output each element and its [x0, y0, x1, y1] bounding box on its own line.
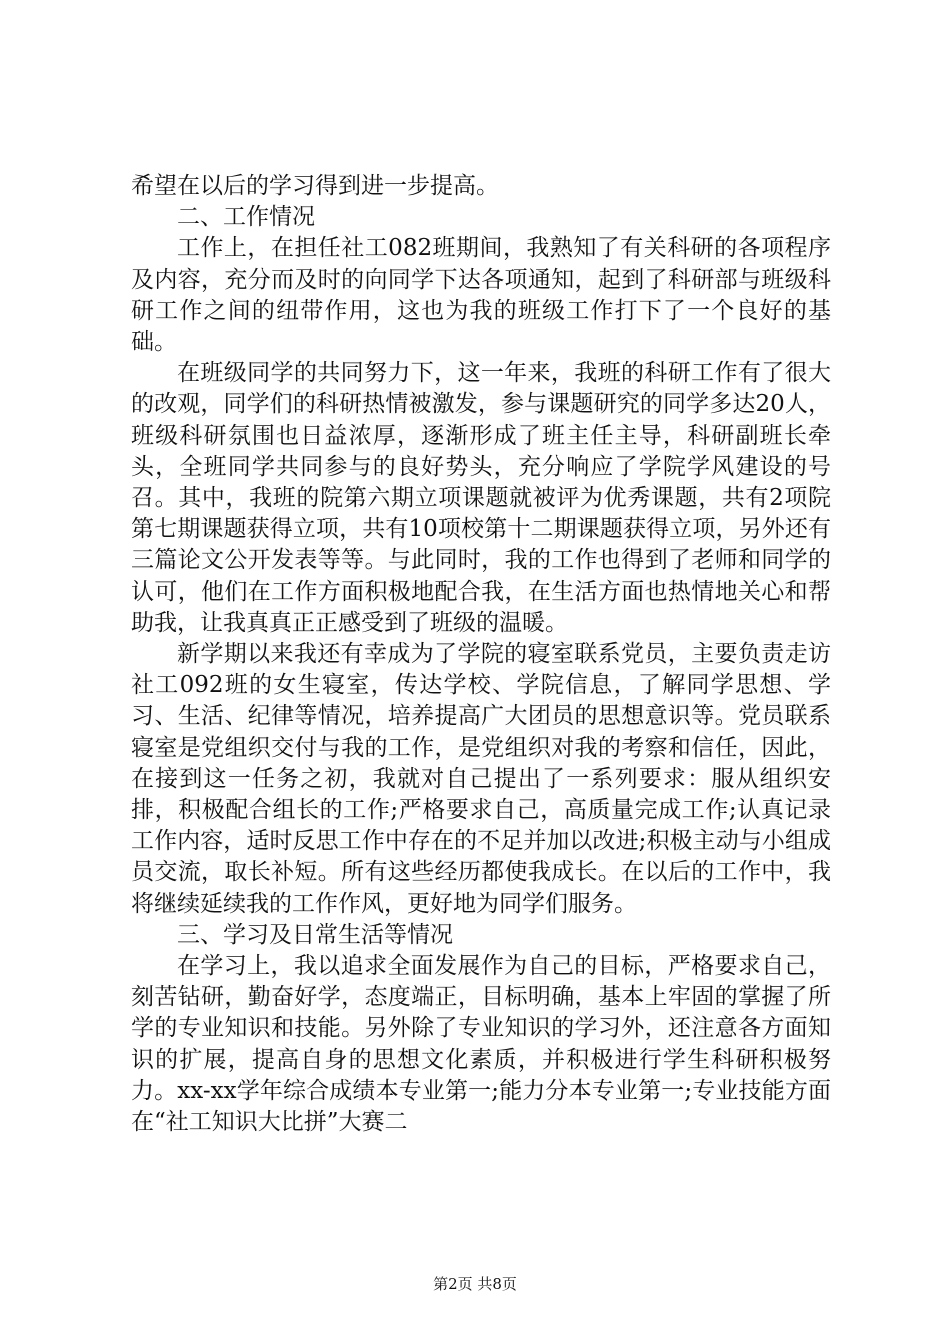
section-heading-study: 三、学习及日常生活等情况	[177, 921, 453, 948]
continuation-text: 希望在以后的学习得到进一步提高。	[131, 173, 499, 199]
body-paragraph: 在学习上，我以追求全面发展作为自己的目标，严格要求自己，刻苦钻研，勤奋好学，态度端正，目标明确，基本上牢固的掌握了所学的专业知识和技能。另外除了专业知识的学习外，还注意各方面知识的扩展，提高自身的思想文化素质，并积极进行学生科研积极努力。xx-xx学年综合成绩本专业第一;能力分本专业第一;专业技能方面在“社工知识大比拼”大赛二	[131, 953, 831, 1136]
body-paragraph: 新学期以来我还有幸成为了学院的寝室联系党员，主要负责走访社工092班的女生寝室，传达学校、学院信息，了解同学思想、学习、生活、纪律等情况，培养提高广大团员的思想意识等。党员联系寝室是党组织交付与我的工作，是党组织对我的考察和信任，因此，在接到这一任务之初，我就对自己提出了一系列要求：服从组织安排，积极配合组长的工作;严格要求自己，高质量完成工作;认真记录工作内容，适时反思工作中存在的不足并加以改进;积极主动与小组成员交流，取长补短。所有这些经历都使我成长。在以后的工作中，我将继续延续我的工作作风，更好地为同学们服务。	[131, 641, 831, 917]
body-paragraph: 工作上，在担任社工082班期间，我熟知了有关科研的各项程序及内容，充分而及时的向同学下达各项通知，起到了科研部与班级科研工作之间的纽带作用，这也为我的班级工作打下了一个良好的基础。	[131, 235, 831, 356]
page-footer: 第2页 共8页	[433, 1275, 517, 1293]
section-heading-work: 二、工作情况	[177, 204, 315, 231]
document-body	[131, 171, 831, 1138]
body-paragraph: 在班级同学的共同努力下，这一年来，我班的科研工作有了很大的改观，同学们的科研热情被激发，参与课题研究的同学多达20人，班级科研氛围也日益浓厚，逐渐形成了班主任主导，科研副班长牵头，全班同学共同参与的良好势头，充分响应了学院学风建设的号召。其中，我班的院第六期立项课题就被评为优秀课题，共有2项院第七期课题获得立项，共有10项校第十二期课题获得立项，另外还有三篇论文公开发表等等。与此同时，我的工作也得到了老师和同学的认可，他们在工作方面积极地配合我，在生活方面也热情地关心和帮助我，让我真真正正感受到了班级的温暖。	[131, 360, 831, 636]
